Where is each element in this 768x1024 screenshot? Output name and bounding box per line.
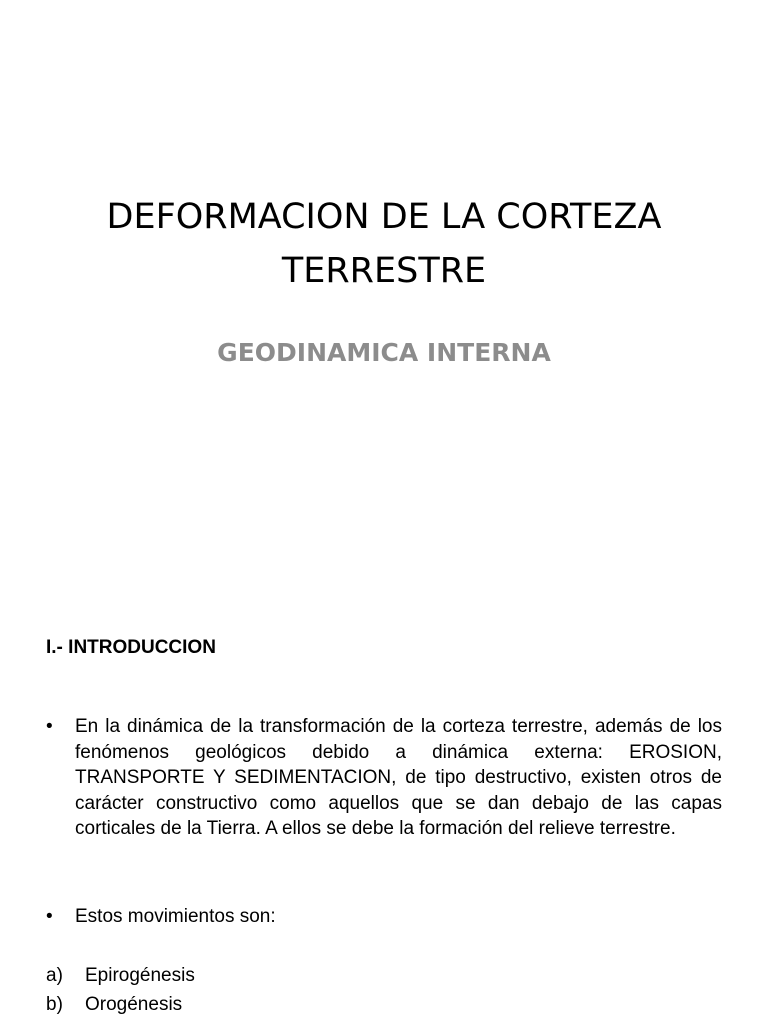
slide-title-line-2: TERRESTRE	[281, 251, 487, 291]
movement-text: Epirogénesis	[85, 965, 195, 986]
bullet-item	[46, 714, 722, 842]
movement-text: Orogénesis	[85, 994, 183, 1015]
section-heading: I.- INTRODUCCION	[46, 637, 216, 658]
bullet-text: Estos movimientos son:	[75, 906, 276, 927]
enum-marker: a)	[46, 965, 63, 986]
bullet-text: En la dinámica de la transformación de la corteza terrestre, además de los fenómenos geológicos debido a dinámica externa: EROSION, TRANSPORTE Y SEDIMENTACION, de tipo destructivo, existen otros de carácter constructivo como aquellos que se dan debajo de las capas corticales de la Tierra. A ellos se debe la formación del relieve terrestre.	[75, 716, 722, 839]
bullet-item	[46, 904, 722, 930]
slide-title-line-1: DEFORMACION DE LA CORTEZA	[106, 197, 662, 237]
slide-title	[40, 190, 728, 298]
enum-marker: b)	[46, 994, 63, 1015]
movement-item	[46, 963, 195, 989]
movement-item	[46, 992, 182, 1018]
slide-subtitle: GEODINAMICA INTERNA	[217, 338, 551, 367]
bullet-dot-icon: •	[46, 716, 53, 737]
bullet-dot-icon: •	[46, 906, 53, 927]
